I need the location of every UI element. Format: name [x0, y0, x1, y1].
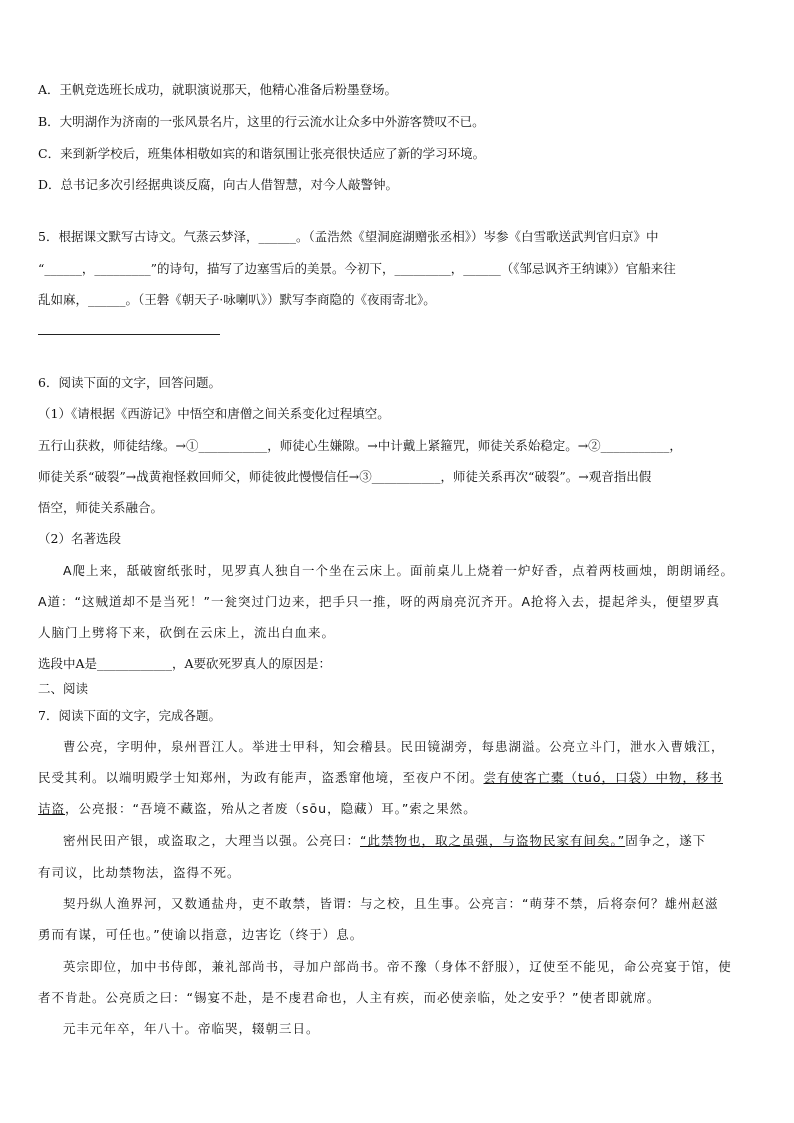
q6-flow-1: 五行山获救，师徒结缘。→①___________，师徒心生嫌隙。→中计戴上紧箍咒，师徒关系始稳定。→②___________，	[38, 438, 682, 453]
q7-p3-line-2: 勇而有谋，可任也。”使谕以指意，边害讫（终于）息。	[38, 927, 364, 942]
q7-p1-line-1: 曹公亮，字明仲，泉州晋江人。举进士甲科，知会稽县。民田镜湖旁，每患湖溢。公亮立斗门，泄水入曹娥江，	[63, 739, 725, 754]
q7-p1-line-3	[38, 800, 764, 818]
q7-p5-line-1: 元丰元年卒，年八十。帝临哭，辍朝三日。	[63, 1021, 320, 1036]
q5-line-1: 5．根据课文默写古诗文。气蒸云梦泽，______。（孟浩然《望洞庭湖赠张丞相》）岑参《白雪歌送武判官归京》中	[38, 229, 659, 244]
section-heading: 二、阅读	[38, 681, 89, 696]
q7-p3-line-1: 契丹纵人渔界河，又数通盐舟，吏不敢禁，皆谓：与之校，且生事。公亮言：“萌芽不禁，后将奈何？雄州赵滋	[63, 896, 719, 911]
q7-p2-line-2: 有司议，比劫禁物法，盗得不死。	[38, 865, 241, 880]
option-b: B．大明湖作为济南的一张风景名片，这里的行云流水让众多中外游客赞叹不已。	[38, 114, 485, 129]
underlined-sentence: 尝有使客亡橐（tuó，口袋）中物，移书	[483, 770, 723, 785]
underlined-sentence-end: 诘盗	[38, 801, 66, 816]
q5-line-3: 乱如麻，______。（王磐《朝天子·咏喇叭》）默写李商隐的《夜雨寄北》。	[38, 292, 436, 307]
q5-line-2: “______，_________”的诗句，描写了边塞雪后的美景。今初下，_________，______（《邹忌讽齐王纳谏》）官船来往	[38, 261, 676, 276]
option-c: C．来到新学校后，班集体相敬如宾的和谐氛围让张亮很快适应了新的学习环境。	[38, 146, 486, 161]
option-a: A．王帆竞选班长成功，就职演说那天，他精心准备后粉墨登场。	[38, 82, 398, 97]
q7-p1-text: 民受其利。以端明殿学士知郑州，为政有能声，盗悉窜他境，至夜户不闭。	[38, 770, 484, 785]
answer-rule	[38, 334, 220, 335]
q7-p2-line-1	[38, 832, 764, 850]
q7-p2-text-end: 固争之，遂下	[625, 833, 707, 848]
q7-p4-line-1: 英宗即位，加中书侍郎，兼礼部尚书，寻加户部尚书。帝不豫（身体不舒服），辽使至不能见，命公亮宴于馆，使	[63, 959, 732, 974]
q6-passage-2: A道：“这贼道却不是当死！”一瓮突过门边来，把手只一推，呀的两扇亮沉齐开。A抢将入去，提起斧头，便望罗真	[38, 594, 721, 609]
q7-title: 7．阅读下面的文字，完成各题。	[38, 708, 221, 723]
q6-passage-3: 人脑门上劈将下来，砍倒在云床上，流出白血来。	[38, 625, 336, 640]
q6-sub1: （1）《请根据《西游记》中悟空和唐僧之间关系变化过程填空。	[38, 406, 390, 421]
option-d: D．总书记多次引经据典谈反腐，向古人借智慧，对今人敲警钟。	[38, 177, 399, 192]
q6-flow-3: 悟空，师徒关系融合。	[38, 500, 164, 515]
underlined-quote: “此禁物也，取之虽强，与盗物民家有间矣。”	[360, 833, 626, 848]
q7-p1-text-end: ，公亮报：“吾境不藏盗，殆从之者废（sōu，隐藏）耳。”索之果然。	[65, 801, 477, 816]
q7-p4-line-2: 者不肯赴。公亮质之曰：“锡宴不赴，是不虔君命也，人主有疾，而必使亲临，处之安乎？”使者即就席。	[38, 990, 661, 1005]
q6-title: 6．阅读下面的文字，回答问题。	[38, 375, 221, 390]
q6-sub2: （2）名著选段	[38, 531, 121, 546]
q6-passage-1: A爬上来，舐破窗纸张时，见罗真人独自一个坐在云床上。面前桌儿上烧着一炉好香，点着两枝画烛，朗朗诵经。	[63, 563, 735, 578]
q6-flow-2: 师徒关系“破裂”→战黄袍怪救回师父，师徒彼此慢慢信任→③___________，师徒关系再次“破裂”。→观音指出假	[38, 469, 652, 484]
q7-p1-line-2	[38, 769, 764, 787]
q6-question: 选段中A是____________，A要砍死罗真人的原因是：	[38, 656, 332, 671]
q7-p2-text: 密州民田产银，或盗取之，大理当以强。公亮曰：	[63, 833, 361, 848]
